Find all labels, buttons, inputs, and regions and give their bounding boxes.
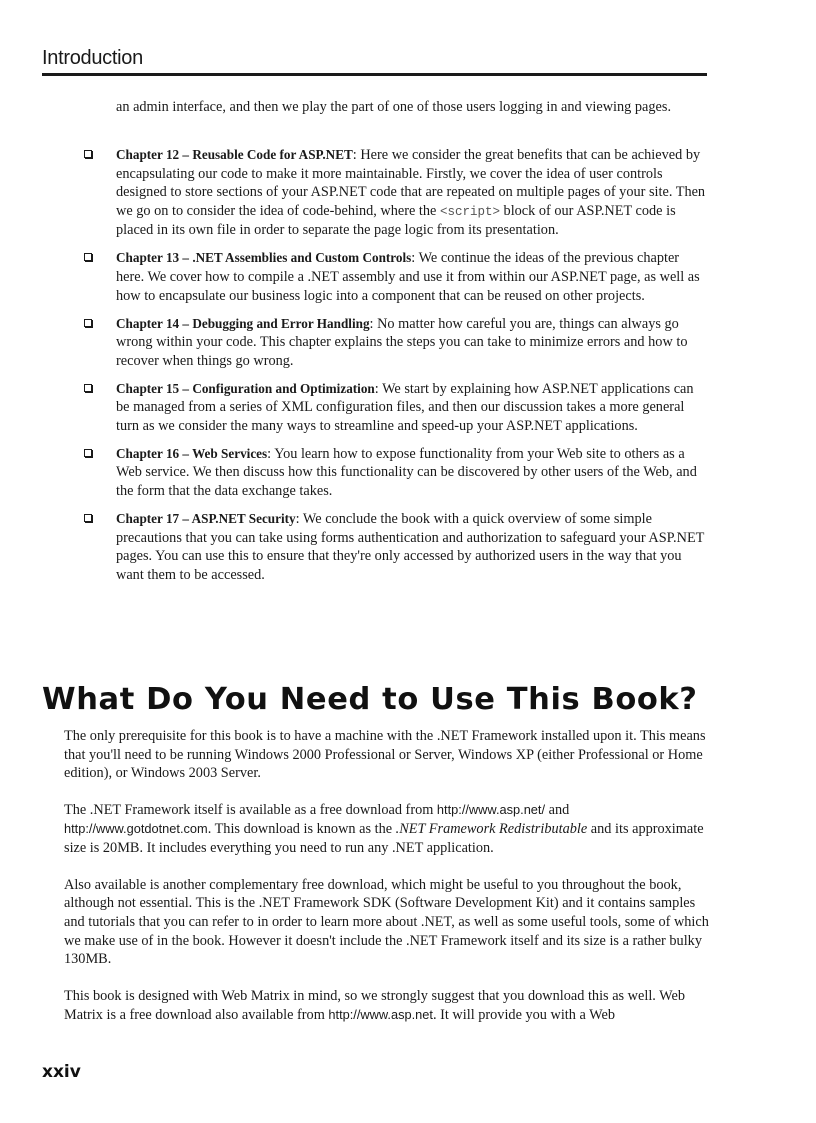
chapter-title: Chapter 17 – ASP.NET Security <box>116 511 296 527</box>
checkbox-bullet-icon <box>84 449 92 457</box>
code-snippet: <script> <box>439 204 500 219</box>
text-run: . It will provide you with a Web <box>432 1006 616 1023</box>
chapter-description: : We start by explaining how ASP.NET applications can be managed from a series of XML configuration files, and then our discussion takes a more general turn as we consider the many ways to streamline and speed-up your ASP.NET applications. <box>116 380 694 434</box>
list-item <box>84 249 706 305</box>
chapter-title: Chapter 16 – Web Services <box>116 445 268 461</box>
chapter-title: Chapter 12 – Reusable Code for ASP.NET <box>116 147 353 162</box>
chapter-description: : You learn how to expose functionality from your Web site to others as a Web service. We then discuss how this functionality can be discovered by other users of the Web, and the form that the data exchange takes. <box>116 445 697 500</box>
list-item <box>84 315 706 371</box>
text-run: This book is designed with Web Matrix in mind, so we strongly suggest that you download this as well. Web Matrix is a free download also available from <box>64 988 686 1023</box>
emphasis-text: .NET Framework Redistributable <box>395 820 588 837</box>
checkbox-bullet-icon <box>84 514 92 522</box>
chapter-description: : We conclude the book with a quick overview of some simple precautions that you can take using forms authentication and authorization to safeguard your ASP.NET pages. You can use this to ensure that they're only accessed by authorized users in the way that you want them to be accessed. <box>116 511 705 583</box>
list-item <box>84 146 706 240</box>
chapter-description: : Here we consider the great benefits that can be achieved by encapsulating our code to make it more maintainable. Firstly, we cover the idea of user controls designed to store sections of your ASP.NET code that are repeated on multiple pages of your site. Then we go on to consider the idea of code-behind, where the <box>116 147 706 219</box>
section-body <box>64 727 709 1043</box>
running-header: Introduction <box>42 47 143 69</box>
list-item <box>84 380 706 436</box>
checkbox-bullet-icon <box>84 384 92 392</box>
url-link: http://www.gotdotnet.com <box>64 820 208 836</box>
paragraph: The only prerequisite for this book is to have a machine with the .NET Framework installed upon it. This means that you'll need to be running Windows 2000 Professional or Server, Windows XP (either Professional or Home edition), or Windows 2003 Server. <box>64 728 706 782</box>
checkbox-bullet-icon <box>84 319 92 327</box>
chapter-title: Chapter 13 – .NET Assemblies and Custom Controls <box>116 250 412 266</box>
chapter-description: : We continue the ideas of the previous chapter here. We cover how to compile a .NET assembly and use it from within our ASP.NET page, as well as how to encapsulate our business logic into a component that can be reused on other projects. <box>116 250 700 304</box>
chapter-description: block of our ASP.NET code is placed in its own file in order to separate the page logic from its presentation. <box>116 202 676 239</box>
list-item <box>84 510 706 584</box>
checkbox-bullet-icon <box>84 253 92 261</box>
chapter-title: Chapter 15 – Configuration and Optimization <box>116 380 375 396</box>
checkbox-bullet-icon <box>84 150 92 158</box>
list-item <box>84 445 706 501</box>
url-link: http://www.asp.net <box>328 1006 433 1022</box>
chapter-description: : No matter how careful you are, things can always go wrong within your code. This chapter explains the steps you can take to minimize errors and how to recover when things go wrong. <box>116 315 688 369</box>
text-run: . This download is known as the <box>207 820 396 837</box>
paragraph: Also available is another complementary free download, which might be useful to you throughout the book, although not essential. This is the .NET Framework SDK (Software Development Kit) and it contains samples and tutorials that you can refer to in order to learn more about .NET, as well as some useful tools, some of which we make use of in the book. However it doesn't include the .NET Framework itself and its size is a rather bulky 130MB. <box>64 876 709 968</box>
url-link: http://www.asp.net/ <box>436 802 546 818</box>
text-run: and its approximate size is 20MB. It includes everything you need to run any .NET application. <box>64 820 704 856</box>
section-heading: What Do You Need to Use This Book? <box>42 682 698 717</box>
text-run: The .NET Framework itself is available as a free download from <box>64 802 437 819</box>
text-run: and <box>545 802 570 819</box>
paragraph <box>64 987 709 1024</box>
header-rule <box>42 73 707 76</box>
continued-paragraph: an admin interface, and then we play the part of one of those users logging in and viewing pages. <box>116 99 672 115</box>
chapter-list <box>84 146 706 594</box>
page-number: xxiv <box>42 1062 81 1082</box>
chapter-title: Chapter 14 – Debugging and Error Handling <box>116 315 370 331</box>
paragraph <box>64 801 709 857</box>
